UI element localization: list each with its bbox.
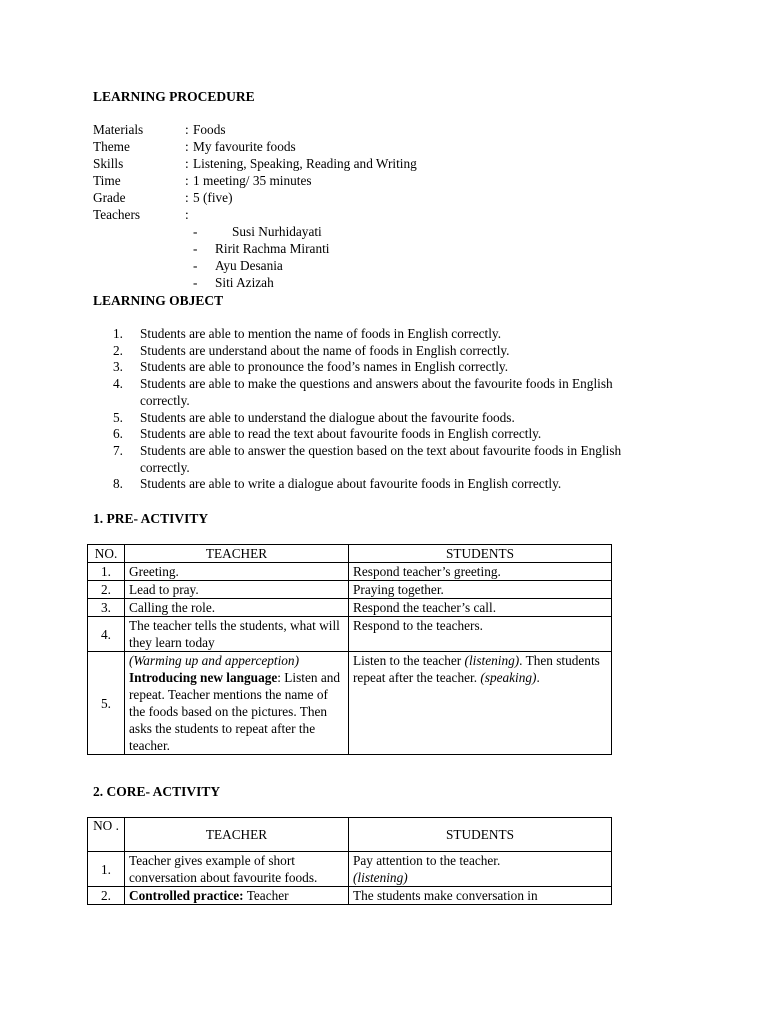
info-colon: :	[185, 190, 189, 205]
info-label: Materials	[93, 122, 144, 137]
item-number: 4.	[113, 376, 123, 392]
info-skills	[93, 155, 417, 172]
list-item	[113, 326, 653, 343]
list-item	[113, 376, 653, 409]
info-value: Foods	[193, 122, 226, 137]
header-students: STUDENTS	[349, 818, 612, 852]
phase-note: (Warming up and apperception)	[129, 653, 300, 668]
info-label: Skills	[93, 156, 124, 171]
item-number: 6.	[113, 426, 123, 442]
cell-students: Respond the teacher’s call.	[349, 599, 612, 617]
cell-no: 2.	[88, 581, 125, 599]
pre-activity-heading: 1. PRE- ACTIVITY	[93, 511, 209, 526]
objective-list	[113, 326, 653, 493]
cell-teacher: Greeting.	[125, 563, 349, 581]
cell-students	[349, 852, 612, 887]
cell-teacher: The teacher tells the students, what will they learn today	[125, 617, 349, 652]
item-number: 2.	[113, 342, 123, 358]
pre-activity-table	[87, 544, 612, 755]
table-row	[88, 581, 612, 599]
dash: -	[193, 224, 198, 239]
header-no: NO .	[88, 818, 125, 852]
header-students: STUDENTS	[349, 545, 612, 563]
response-text: Pay attention to the teacher.	[353, 853, 501, 868]
teacher-item	[193, 257, 329, 274]
response-text: Listen to the teacher	[353, 653, 462, 668]
list-item	[113, 443, 653, 476]
info-colon: :	[185, 173, 189, 188]
table-row	[88, 617, 612, 652]
teacher-item	[193, 223, 329, 240]
info-materials	[93, 121, 417, 138]
teacher-item	[193, 240, 329, 257]
item-text: Students are able to read the text about favourite foods in English correctly.	[140, 426, 542, 442]
list-item	[113, 426, 653, 443]
info-grade	[93, 189, 417, 206]
item-text: Students are able to answer the question based on the text about favourite foods in English correctly.	[140, 442, 622, 475]
objective-heading: LEARNING OBJECT	[93, 293, 224, 308]
info-value: 1 meeting/ 35 minutes	[193, 173, 312, 188]
table-row	[88, 887, 612, 905]
item-number: 5.	[113, 409, 123, 425]
cell-teacher	[125, 652, 349, 755]
item-number: 1.	[113, 326, 123, 341]
item-text: Students are understand about the name of foods in English correctly.	[140, 342, 510, 358]
cell-students	[349, 652, 612, 755]
cell-no: 2.	[88, 887, 125, 905]
cell-no: 3.	[88, 599, 125, 617]
table-header-row	[88, 818, 612, 852]
step-text: Listen and repeat. Teacher mentions the name of the foods based on the pictures. Then asks the students to repeat after the teacher.	[129, 670, 341, 753]
cell-students: The students make conversation in	[349, 887, 612, 905]
core-activity-table	[87, 817, 612, 905]
table-row	[88, 652, 612, 755]
info-time	[93, 172, 417, 189]
cell-no: 1.	[88, 563, 125, 581]
cell-teacher: Teacher gives example of short conversation about favourite foods.	[125, 852, 349, 887]
cell-students: Respond to the teachers.	[349, 617, 612, 652]
info-label: Time	[93, 173, 121, 188]
step-text: Teacher	[246, 888, 289, 903]
skill-tag: (listening)	[353, 870, 408, 885]
teacher-name: Ayu Desania	[215, 258, 283, 273]
item-text: Students are able to write a dialogue about favourite foods in English correctly.	[140, 476, 562, 492]
table-row	[88, 852, 612, 887]
item-number: 8.	[113, 476, 123, 492]
table-row	[88, 599, 612, 617]
cell-teacher: Calling the role.	[125, 599, 349, 617]
skill-tag: (listening)	[464, 653, 520, 668]
info-label: Teachers	[93, 207, 141, 222]
item-number: 3.	[113, 359, 123, 375]
info-colon: :	[185, 122, 189, 137]
table-row	[88, 563, 612, 581]
item-text: Students are able to mention the name of foods in English correctly.	[140, 326, 502, 341]
info-colon: :	[185, 156, 189, 171]
info-value: 5 (five)	[193, 190, 233, 205]
list-item	[113, 476, 653, 493]
list-item	[113, 359, 653, 376]
info-colon: :	[185, 139, 189, 154]
teacher-name: Susi Nurhidayati	[232, 224, 322, 239]
cell-students: Praying together.	[349, 581, 612, 599]
info-colon: :	[185, 207, 189, 222]
response-text: . Then students repeat after the teacher.	[353, 653, 600, 685]
info-label: Theme	[93, 139, 130, 154]
cell-no: 5.	[88, 652, 125, 755]
header-teacher: TEACHER	[125, 545, 349, 563]
colon: :	[277, 670, 281, 685]
dash: -	[193, 241, 198, 256]
info-label: Grade	[93, 190, 126, 205]
header-no: NO.	[88, 545, 125, 563]
table-header-row	[88, 545, 612, 563]
page-title: LEARNING PROCEDURE	[93, 89, 255, 104]
info-value: Listening, Speaking, Reading and Writing	[193, 156, 417, 171]
cell-students: Respond teacher’s greeting.	[349, 563, 612, 581]
dash: -	[193, 275, 198, 290]
skill-tag: (speaking)	[480, 670, 537, 685]
info-teachers	[93, 206, 417, 223]
item-text: Students are able to make the questions and answers about the favourite foods in English correctly.	[140, 376, 613, 408]
period: .	[536, 670, 540, 685]
cell-teacher	[125, 887, 349, 905]
info-theme	[93, 138, 417, 155]
item-text: Students are able to understand the dialogue about the favourite foods.	[140, 409, 515, 425]
lesson-info	[93, 121, 417, 223]
core-activity-heading: 2. CORE- ACTIVITY	[93, 784, 221, 799]
cell-teacher: Lead to pray.	[125, 581, 349, 599]
item-text: Students are able to pronounce the food’s names in English correctly.	[140, 359, 509, 375]
teacher-name: Siti Azizah	[215, 275, 274, 290]
cell-no: 4.	[88, 617, 125, 652]
teacher-item	[193, 274, 329, 291]
teacher-name: Ririt Rachma Miranti	[215, 241, 330, 256]
header-teacher: TEACHER	[125, 818, 349, 852]
cell-no: 1.	[88, 852, 125, 887]
step-title: Controlled practice:	[129, 888, 244, 903]
list-item	[113, 343, 653, 360]
teacher-list	[193, 223, 329, 291]
info-value: My favourite foods	[193, 139, 296, 154]
item-number: 7.	[113, 442, 123, 458]
step-title: Introducing new language	[129, 670, 278, 685]
dash: -	[193, 258, 198, 273]
list-item	[113, 410, 653, 427]
